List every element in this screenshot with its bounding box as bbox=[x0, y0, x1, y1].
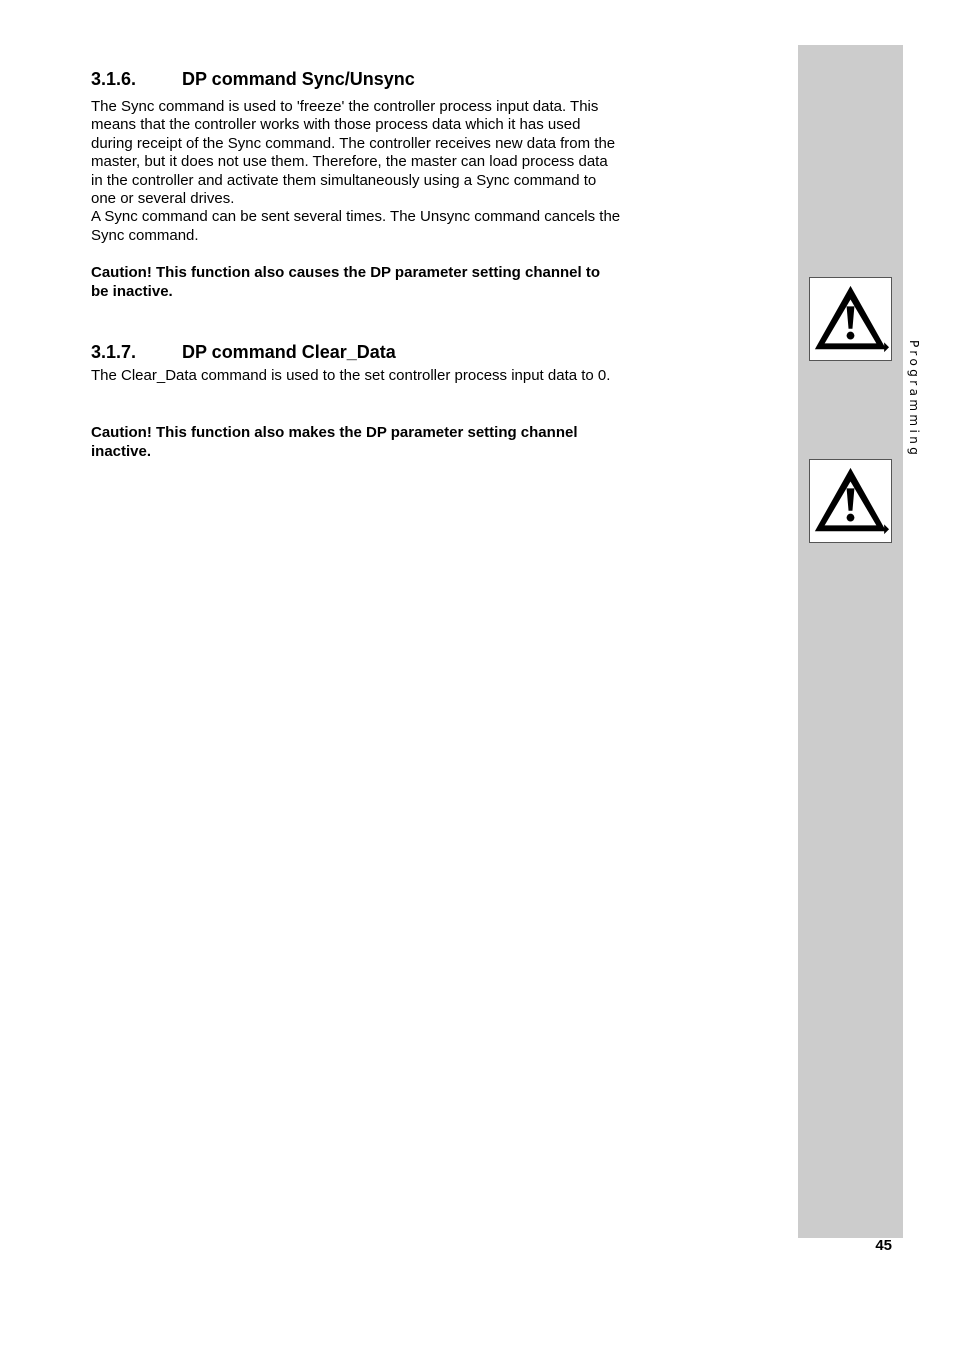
side-tab-label: Programming bbox=[907, 340, 921, 459]
section-number: 3.1.6. bbox=[91, 69, 137, 89]
warning-triangle-icon bbox=[809, 277, 892, 361]
body-paragraph: The Sync command is used to 'freeze' the controller process input data. This means that the controller works with those process data which it has used during receipt of the Sync command. The controller receives new data from the master, but it does not use them. Therefore, the master can load process data in the controller and activate them simultaneously using a Sync command to one or several drives. bbox=[91, 98, 616, 208]
section-heading bbox=[91, 66, 621, 92]
body-paragraph: A Sync command can be sent several times. The Unsync command cancels the Sync command. bbox=[91, 208, 621, 244]
section-heading bbox=[91, 339, 621, 365]
body-paragraph: The Clear_Data command is used to the set controller process input data to 0. bbox=[91, 367, 611, 385]
section-number: 3.1.7. bbox=[91, 342, 137, 363]
page-number: 45 bbox=[875, 1237, 892, 1254]
section-title: DP command Sync/Unsync bbox=[182, 69, 415, 89]
caution-note: Caution! This function also causes the DP parameter setting channel to be inactive. bbox=[91, 264, 600, 301]
section-title: DP command Clear_Data bbox=[182, 342, 396, 363]
main-content bbox=[91, 66, 621, 461]
caution-note: Caution! This function also makes the DP parameter setting channel inactive. bbox=[91, 423, 578, 460]
sidebar-band bbox=[798, 45, 903, 1238]
warning-triangle-icon bbox=[809, 459, 892, 543]
